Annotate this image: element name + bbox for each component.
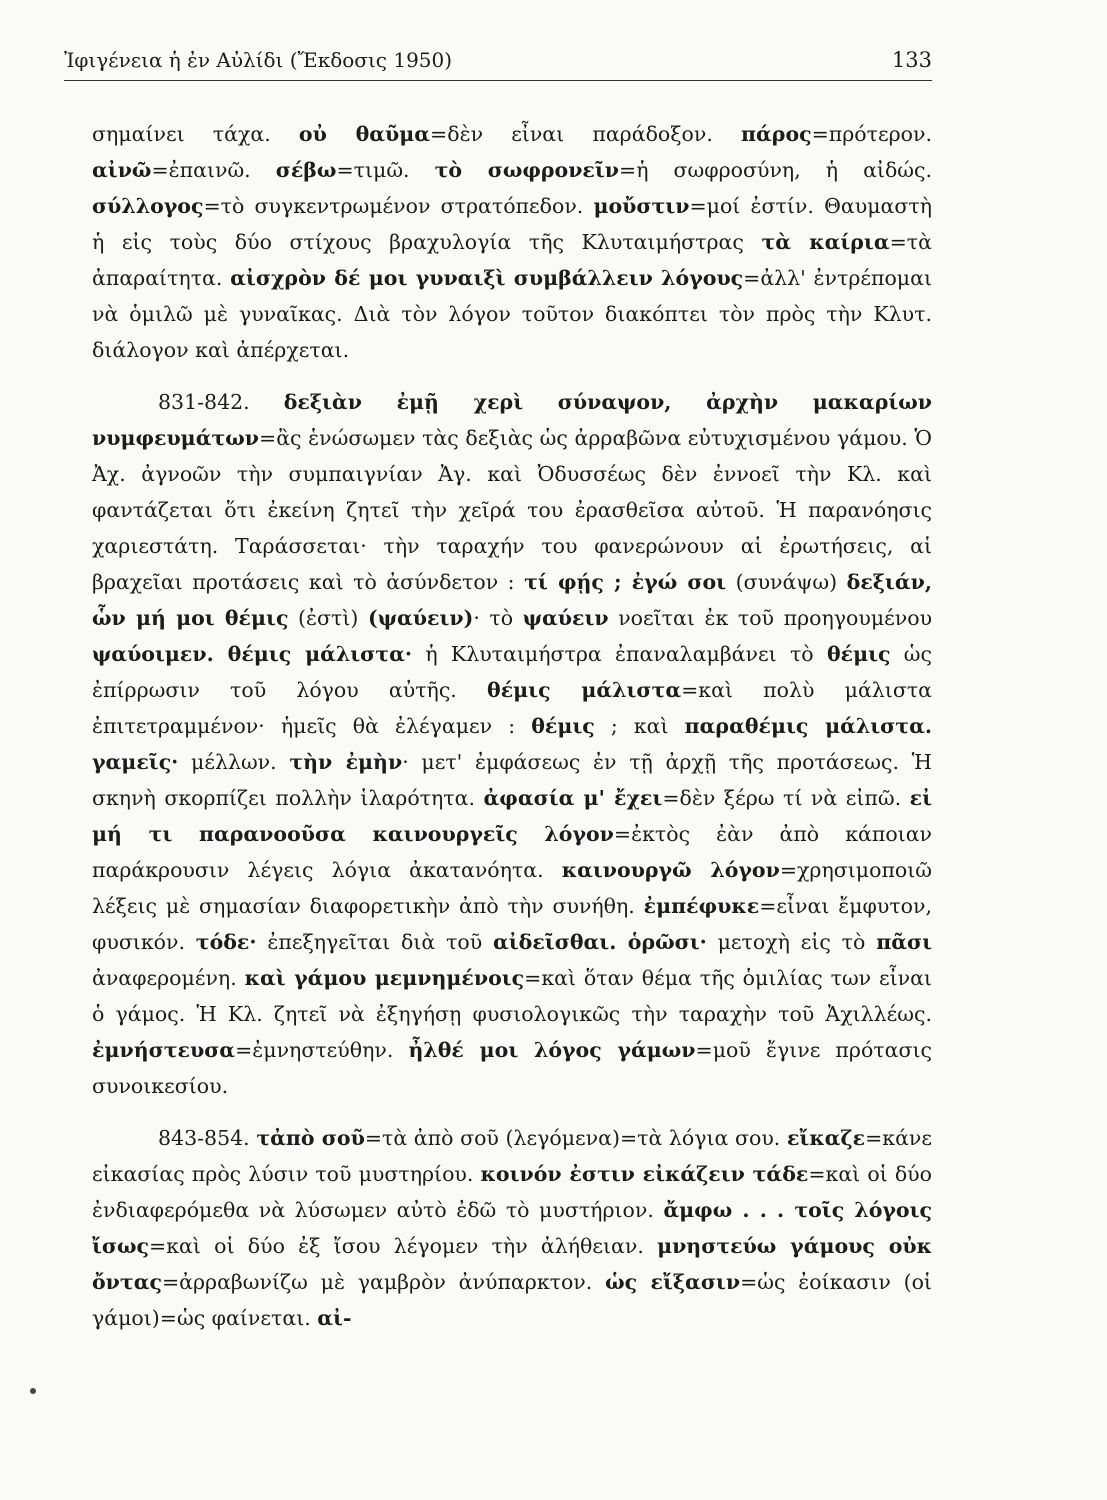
gloss-text: ἐπεξηγεῖται διὰ τοῦ bbox=[256, 930, 493, 954]
lemma-text: ψαύειν bbox=[522, 606, 609, 630]
gloss-text: νοεῖται ἐκ τοῦ προηγουμένου bbox=[608, 606, 933, 630]
lemma-text: αἰσχρὸν δέ μοι γυναιξὶ συμβάλλειν λόγους bbox=[230, 266, 744, 290]
lemma-text: θέμις μάλιστα bbox=[487, 678, 682, 702]
running-title: Ἰφιγένεια ἡ ἐν Αὐλίδι (Ἔκδοσις 1950) bbox=[64, 48, 453, 72]
gloss-text: 831-842. bbox=[158, 390, 284, 414]
gloss-text: σημαίνει τάχα. bbox=[92, 122, 299, 146]
lemma-text: πάρος bbox=[741, 122, 812, 146]
lemma-text: ἦλθέ μοι λόγος γάμων bbox=[408, 1038, 696, 1062]
page-number: 133 bbox=[891, 48, 932, 72]
lemma-text: θέμις bbox=[826, 642, 891, 666]
lemma-text: οὐ θαῦμα bbox=[298, 122, 431, 146]
running-header bbox=[64, 44, 932, 81]
lemma-text: εἴκαζε bbox=[786, 1126, 866, 1150]
gloss-text: =καὶ οἱ δύο ἐξ ἴσου λέγομεν τὴν ἀλήθειαν. bbox=[149, 1234, 658, 1258]
gloss-text: =ἀρραβωνίζω μὲ γαμβρὸν ἀνύπαρκτον. bbox=[161, 1270, 606, 1294]
lemma-text: ὡς εἴξασιν bbox=[605, 1270, 741, 1294]
lemma-text: ἐμπέφυκε bbox=[643, 894, 760, 918]
lemma-text: εἰ μή τι παρανοοῦσα καινουργεῖς λόγον bbox=[92, 786, 932, 846]
lemma-text: τὰ καίρια bbox=[761, 230, 890, 254]
gloss-text: ὡς ἐπίρρωσιν τοῦ λόγου αὐτῆς. bbox=[92, 642, 932, 702]
gloss-text: =τὰ ἀπὸ σοῦ (λεγόμενα)=τὰ λόγια σου. bbox=[364, 1126, 787, 1150]
lemma-text: τἀπὸ σοῦ bbox=[256, 1126, 365, 1150]
lemma-text: θέμις bbox=[531, 714, 595, 738]
lemma-text: αἰ- bbox=[317, 1306, 352, 1330]
gloss-text: =τιμῶ. bbox=[336, 158, 435, 182]
lemma-text: τὴν ἐμὴν bbox=[289, 750, 403, 774]
gloss-text: =ἀλλ' ἐντρέπομαι νὰ ὁμιλῶ μὲ γυναῖκας. Διὰ τὸν λόγον τοῦτον διακόπτει τὸν πρὸς τὴν Κλυτ. διάλογον καὶ ἀπέρχεται. bbox=[92, 266, 933, 362]
gloss-text: ἡ Κλυταιμήστρα ἐπαναλαμβάνει τὸ bbox=[412, 642, 827, 666]
gloss-text: =δὲν ξέρω τί νὰ εἰπῶ. bbox=[662, 786, 910, 810]
gloss-text: (συνάψω) bbox=[726, 570, 847, 594]
lemma-text: σύλλογος bbox=[92, 194, 204, 218]
gloss-text: μετοχὴ εἰς τὸ bbox=[706, 930, 877, 954]
gloss-text: =ἂς ἑνώσωμεν τὰς δεξιὰς ὡς ἀρραβῶνα εὐτυχισμένου γάμου. Ὁ Ἀχ. ἀγνοῶν τὴν συμπαιγνίαν Ἀγ. καὶ Ὀδυσσέως δὲν ἐννοεῖ τὴν Κλ. καὶ φαντάζεται ὅτι ἐκείνη ζητεῖ τὴν χεῖρά του ἐρασθεῖσα αὐτοῦ. Ἡ παρανόησις χαριεστάτη. Ταράσσεται· τὴν ταραχήν του φανερώνουν αἱ ἐρωτήσεις, αἱ βραχεῖαι προτάσεις καὶ τὸ ἀσύνδετον : bbox=[92, 426, 932, 594]
lemma-text: παραθέμις μάλιστα. γαμεῖς· bbox=[92, 714, 932, 774]
gloss-text: =μοί ἐστίν. Θαυμαστὴ ἡ εἰς τοὺς δύο στίχους βραχυλογία τῆς Κλυταιμήστρας bbox=[92, 194, 932, 254]
gloss-text: μέλλων. bbox=[178, 750, 290, 774]
paragraph bbox=[92, 116, 932, 368]
margin-dot bbox=[30, 1388, 36, 1394]
lemma-text: μοὔστιν bbox=[593, 194, 690, 218]
gloss-text: · μετ' ἐμφάσεως ἐν τῇ ἀρχῇ τῆς προτάσεως. Ἡ σκηνὴ σκορπίζει πολλὴν ἱλαρότητα. bbox=[92, 750, 933, 810]
lemma-text: καὶ γάμου μεμνημένοις bbox=[244, 966, 525, 990]
gloss-text: · τὸ bbox=[473, 606, 523, 630]
gloss-text: =εἶναι ἔμφυτον, φυσικόν. bbox=[92, 894, 933, 954]
lemma-text: τὸ σωφρονεῖν bbox=[434, 158, 620, 182]
lemma-text: πᾶσι bbox=[876, 930, 933, 954]
paragraph bbox=[92, 1120, 932, 1336]
lemma-text: ἄμφω . . . τοῖς λόγοις ἴσως bbox=[92, 1198, 933, 1258]
lemma-text: ἐμνήστευσα bbox=[92, 1038, 236, 1062]
commentary-body bbox=[92, 116, 932, 1352]
gloss-text: =τὸ συγκεντρωμένον στρατόπεδον. bbox=[203, 194, 594, 218]
gloss-text: (ἐστὶ) bbox=[288, 606, 368, 630]
gloss-text: =ὡς ἐοίκασιν (οἱ γάμοι)=ὡς φαίνεται. bbox=[92, 1270, 932, 1330]
gloss-text: =ἐκτὸς ἐὰν ἀπὸ κάποιαν παράκρουσιν λέγεις λόγια ἀκατανόητα. bbox=[92, 822, 933, 882]
lemma-text: δεξιὰν ἐμῇ χερὶ σύναψον, ἀρχὴν μακαρίων νυμφευμάτων bbox=[92, 390, 932, 450]
gloss-text: =δὲν εἶναι παράδοξον. bbox=[430, 122, 742, 146]
gloss-text: =καὶ ὅταν θέμα τῆς ὁμιλίας των εἶναι ὁ γάμος. Ἡ Κλ. ζητεῖ νὰ ἐξηγήσῃ φυσιολογικῶς τὴν ταραχὴν τοῦ Ἀχιλλέως. bbox=[92, 966, 932, 1026]
gloss-text: =τὰ ἀπαραίτητα. bbox=[92, 230, 932, 290]
gloss-text: =μοῦ ἔγινε πρότασις συνοικεσίου. bbox=[92, 1038, 932, 1098]
gloss-text: ; καὶ bbox=[594, 714, 685, 738]
lemma-text: μνηστεύω γάμους οὐκ ὄντας bbox=[92, 1234, 932, 1294]
lemma-text: ψαύοιμεν. θέμις μάλιστα· bbox=[92, 642, 413, 666]
gloss-text: =πρότερον. bbox=[811, 122, 932, 146]
lemma-text: σέβω bbox=[275, 158, 337, 182]
gloss-text: ἀναφερομένη. bbox=[92, 966, 245, 990]
lemma-text: αἰδεῖσθαι. ὁρῶσι· bbox=[492, 930, 707, 954]
gloss-text: =χρησιμοποιῶ λέξεις μὲ σημασίαν διαφορετικὴν ἀπὸ τὴν συνήθη. bbox=[92, 858, 933, 918]
lemma-text: καινουργῶ λόγον bbox=[561, 858, 780, 882]
gloss-text: =ἡ σωφροσύνη, ἡ αἰδώς. bbox=[619, 158, 933, 182]
gloss-text: =κάνε εἰκασίας πρὸς λύσιν τοῦ μυστηρίου. bbox=[92, 1126, 932, 1186]
gloss-text: 843-854. bbox=[158, 1126, 257, 1150]
lemma-text: τί φῄς ; ἐγώ σοι bbox=[524, 570, 727, 594]
gloss-text: =ἐμνηστεύθην. bbox=[235, 1038, 409, 1062]
gloss-text: =καὶ πολὺ μάλιστα ἐπιτετραμμένον· ἡμεῖς θὰ ἐλέγαμεν : bbox=[92, 678, 932, 738]
gloss-text: =ἐπαινῶ. bbox=[151, 158, 276, 182]
lemma-text: ἀφασία μ' ἔχει bbox=[483, 786, 663, 810]
paragraph bbox=[92, 384, 932, 1104]
lemma-text: δεξιάν, ὧν μή μοι θέμις bbox=[92, 570, 932, 630]
lemma-text: κοινόν ἐστιν εἰκάζειν τάδε bbox=[480, 1162, 809, 1186]
lemma-text: (ψαύειν) bbox=[368, 606, 474, 630]
lemma-text: αἰνῶ bbox=[92, 158, 152, 182]
gloss-text: =καὶ οἱ δύο ἐνδιαφερόμεθα νὰ λύσωμεν αὐτὸ ἐδῶ τὸ μυστήριον. bbox=[92, 1162, 932, 1222]
lemma-text: τόδε· bbox=[195, 930, 257, 954]
